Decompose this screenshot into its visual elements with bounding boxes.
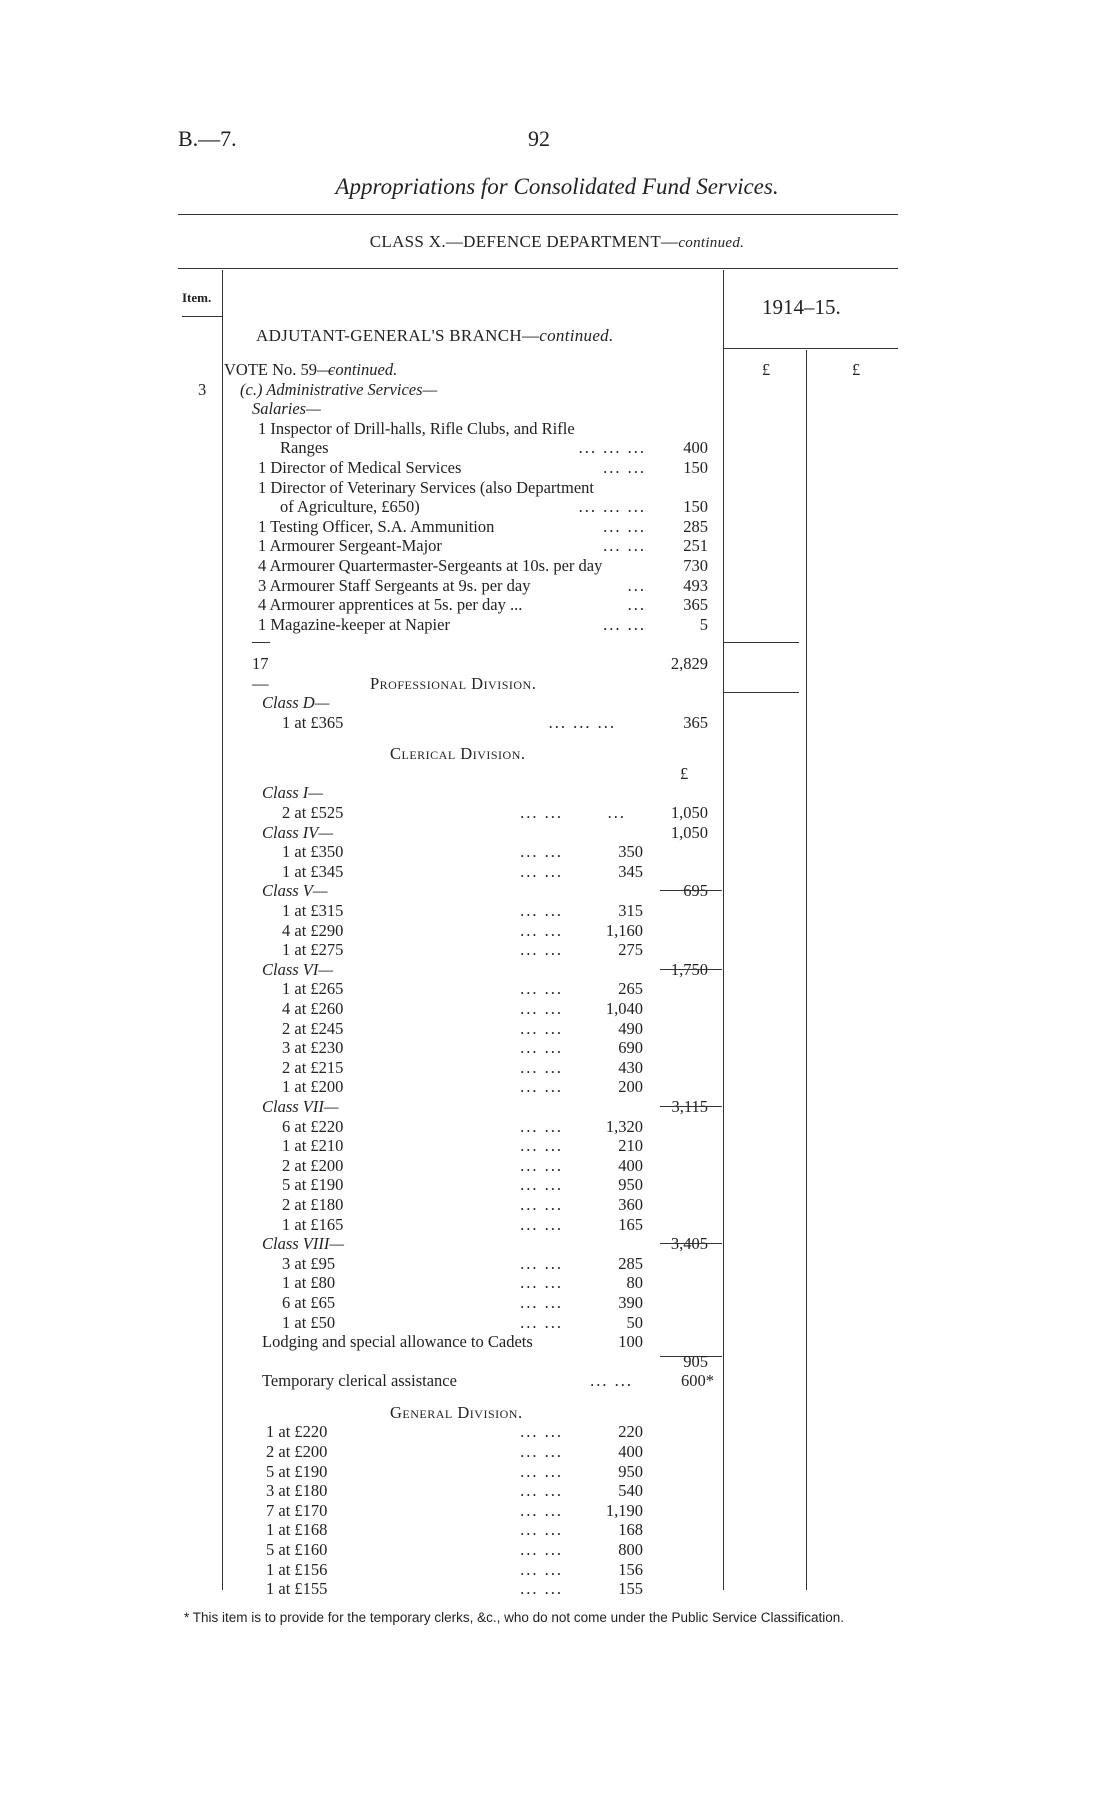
salary-description: 1 Magazine-keeper at Napier <box>258 614 450 634</box>
leader-dots: ... ... <box>520 900 563 920</box>
class-label: Class IV— <box>262 822 334 842</box>
line-description: 6 at £220 <box>282 1116 344 1136</box>
salary-amount: 285 <box>683 516 708 536</box>
leader-dots: ... ... ... <box>578 438 646 458</box>
line-row <box>0 940 1114 959</box>
salary-amount: 730 <box>683 556 708 575</box>
line-description: 1 at £275 <box>282 940 344 960</box>
line-description: 1 at £350 <box>282 842 344 862</box>
salary-amount: 493 <box>683 575 708 595</box>
line-description: 1 at £80 <box>282 1273 336 1293</box>
line-row <box>0 1462 1114 1481</box>
footnote: * This item is to provide for the temporary clerks, &c., who do not come under the Public Service Classification. <box>184 1610 845 1625</box>
leader-dots: ... ... <box>520 1559 563 1579</box>
class-label: Class D— <box>262 693 330 713</box>
leader-dots: ... <box>607 802 626 822</box>
line-row <box>0 713 1114 732</box>
subtotal-rule <box>660 890 722 891</box>
clerical-heading-row <box>0 744 1114 763</box>
line-row <box>0 1442 1114 1461</box>
line-row <box>0 1019 1114 1038</box>
salaries-label-row <box>0 399 1114 418</box>
salary-row <box>0 517 1114 536</box>
line-amount: 265 <box>618 979 643 999</box>
line-amount: 1,320 <box>605 1116 643 1136</box>
subtotal-rule <box>660 969 722 970</box>
leader-dots: ... ... <box>520 1422 563 1442</box>
leader-dots: ... ... <box>603 614 646 634</box>
line-description: 5 at £190 <box>282 1175 344 1195</box>
leader-dots: ... ... <box>520 1539 563 1559</box>
salary-row <box>0 576 1114 595</box>
divider <box>178 214 898 215</box>
leader-dots: ... <box>627 595 646 615</box>
line-description: 4 at £290 <box>282 920 344 940</box>
line-description: 3 at £95 <box>282 1253 336 1273</box>
class-row <box>0 783 1114 802</box>
salary-amount: 251 <box>683 536 708 556</box>
line-description: 4 at £260 <box>282 998 344 1018</box>
subtotal-rule <box>723 642 799 643</box>
salary-row <box>0 438 1114 457</box>
class-total: 1,050 <box>670 802 708 822</box>
vote-heading: VOTE No. 59— <box>224 360 334 379</box>
class-total: 1,750 <box>670 959 708 979</box>
line-amount: 80 <box>626 1273 643 1293</box>
page-number: 92 <box>528 126 550 151</box>
class-total: 695 <box>683 881 708 901</box>
class-total: 905 <box>683 1351 708 1371</box>
line-row <box>0 1195 1114 1214</box>
line-row <box>0 1215 1114 1234</box>
class-row <box>0 960 1114 979</box>
line-row <box>0 803 1114 822</box>
general-heading-row <box>0 1403 1114 1422</box>
salary-row <box>0 595 1114 614</box>
line-description: 3 at £230 <box>282 1038 344 1058</box>
class-heading-main: CLASS X.—DEFENCE DEPARTMENT— <box>369 232 679 251</box>
division-title: General Division. <box>390 1402 523 1422</box>
line-row <box>0 1293 1114 1312</box>
line-description: Lodging and special allowance to Cadets <box>262 1332 533 1352</box>
pound-sign: £ <box>852 360 861 379</box>
leader-dots: ... ... <box>520 998 563 1018</box>
line-description: 1 at £315 <box>282 900 344 920</box>
line-amount: 365 <box>683 712 708 732</box>
line-row <box>0 1540 1114 1559</box>
line-amount: 220 <box>618 1422 643 1442</box>
leader-dots: ... ... <box>520 1312 563 1332</box>
line-description: 2 at £200 <box>282 1155 344 1175</box>
salary-description: 1 Inspector of Drill-halls, Rifle Clubs, and Rifle <box>258 418 575 438</box>
leader-dots: ... ... <box>520 1441 563 1461</box>
pound-sign: £ <box>680 763 689 783</box>
vote-heading-cont: continued. <box>328 360 398 379</box>
salary-description: 3 Armourer Staff Sergeants at 9s. per day <box>258 575 531 595</box>
line-description: 1 at £200 <box>282 1077 344 1097</box>
line-row <box>0 1038 1114 1057</box>
leader-dots: ... ... <box>520 940 563 960</box>
salary-amount: 150 <box>683 458 708 477</box>
leader-dots: ... ... <box>520 842 563 862</box>
leader-dots: ... ... <box>520 1273 563 1293</box>
line-amount: 1,190 <box>605 1500 643 1520</box>
line-description: 2 at £245 <box>282 1018 344 1038</box>
subtotal-rule <box>660 1243 722 1244</box>
leader-dots: ... ... <box>603 458 646 477</box>
salaries-label: Salaries— <box>252 399 321 419</box>
line-row <box>0 921 1114 940</box>
line-description: 1 at £365 <box>282 712 344 732</box>
line-amount: 50 <box>626 1312 643 1332</box>
count-rule <box>252 642 270 643</box>
line-row <box>0 1481 1114 1500</box>
item-header-rule <box>182 316 222 317</box>
leader-dots: ... ... <box>520 1214 563 1234</box>
line-row <box>0 1254 1114 1273</box>
line-description: 1 at £155 <box>266 1579 328 1599</box>
branch-heading-main: ADJUTANT-GENERAL'S BRANCH— <box>256 326 540 345</box>
class-row <box>0 693 1114 712</box>
line-row <box>0 1560 1114 1579</box>
salary-row <box>0 556 1114 575</box>
class-label: Class VIII— <box>262 1234 345 1254</box>
line-row <box>0 1422 1114 1441</box>
section-row <box>0 380 1114 399</box>
leader-dots: ... ... <box>520 1520 563 1540</box>
line-description: 2 at £215 <box>282 1057 344 1077</box>
class-heading <box>0 232 1114 252</box>
item-column-header: Item. <box>182 290 212 305</box>
salary-description: Ranges <box>280 438 329 458</box>
leader-dots: ... ... ... <box>578 497 646 517</box>
line-amount: 360 <box>618 1194 643 1214</box>
line-description: 1 at £210 <box>282 1136 344 1156</box>
leader-dots: ... ... <box>520 1500 563 1520</box>
line-amount: 540 <box>618 1481 643 1501</box>
salary-description: of Agriculture, £650) <box>280 497 420 517</box>
leader-dots: ... ... <box>520 1077 563 1097</box>
professional-heading-row <box>0 674 1114 693</box>
line-amount: 156 <box>618 1559 643 1579</box>
line-description: 1 at £50 <box>282 1312 336 1332</box>
salary-row <box>0 497 1114 516</box>
line-row <box>0 999 1114 1018</box>
line-amount: 345 <box>618 861 643 881</box>
class-total: 3,115 <box>671 1096 708 1116</box>
line-amount: 155 <box>618 1579 643 1599</box>
pound-sign: £ <box>762 360 771 379</box>
line-row <box>0 1273 1114 1292</box>
line-description: 3 at £180 <box>266 1481 328 1501</box>
line-description: 1 at £165 <box>282 1214 344 1234</box>
line-description: Temporary clerical assistance <box>262 1371 457 1391</box>
line-row <box>0 862 1114 881</box>
line-row <box>0 901 1114 920</box>
line-amount: 950 <box>618 1461 643 1481</box>
lodging-row <box>0 1332 1114 1351</box>
salary-row <box>0 419 1114 438</box>
salary-description: 4 Armourer apprentices at 5s. per day ... <box>258 595 523 615</box>
leader-dots: ... ... <box>520 1038 563 1058</box>
class-row <box>0 881 1114 900</box>
line-amount: 165 <box>618 1214 643 1234</box>
salary-description: 1 Director of Medical Services <box>258 458 462 477</box>
line-description: 1 at £345 <box>282 861 344 881</box>
leader-dots: ... ... <box>520 979 563 999</box>
line-amount: 210 <box>618 1136 643 1156</box>
line-row <box>0 1175 1114 1194</box>
class-heading-cont: continued. <box>678 235 745 251</box>
class-label: Class V— <box>262 881 328 901</box>
line-description: 6 at £65 <box>282 1292 336 1312</box>
line-amount: 600* <box>681 1371 714 1391</box>
line-row <box>0 1313 1114 1332</box>
section-title: (c.) Administrative Services— <box>240 379 438 399</box>
class-row <box>0 1234 1114 1253</box>
line-description: 5 at £160 <box>266 1539 328 1559</box>
leader-dots: ... ... <box>520 1018 563 1038</box>
leader-dots: ... ... <box>520 1116 563 1136</box>
leader-dots: ... ... <box>520 1481 563 1501</box>
line-description: 1 at £168 <box>266 1520 328 1540</box>
class-label: Class VI— <box>262 959 334 979</box>
leader-dots: ... ... <box>520 920 563 940</box>
subtotal-rule <box>660 1106 722 1107</box>
line-row <box>0 1579 1114 1598</box>
line-description: 1 at £265 <box>282 979 344 999</box>
salary-row <box>0 458 1114 477</box>
line-description: 2 at £525 <box>282 802 344 822</box>
leader-dots: ... ... <box>520 1194 563 1214</box>
line-amount: 690 <box>618 1038 643 1058</box>
salary-amount: 365 <box>683 595 708 615</box>
leader-dots: ... ... <box>520 1175 563 1195</box>
division-title: Professional Division. <box>370 673 537 693</box>
line-row <box>0 979 1114 998</box>
line-row <box>0 1117 1114 1136</box>
leader-dots: ... ... <box>520 1461 563 1481</box>
class-total: 3,405 <box>670 1234 708 1254</box>
line-amount: 168 <box>618 1520 643 1540</box>
page-title: Appropriations for Consolidated Fund Services. <box>335 174 779 199</box>
pound-row <box>0 764 1114 783</box>
salary-description: 1 Director of Veterinary Services (also Department <box>258 477 594 497</box>
line-amount: 400 <box>618 1155 643 1175</box>
leader-dots: ... ... <box>520 802 563 822</box>
table-top-rule <box>178 268 898 269</box>
line-row <box>0 1058 1114 1077</box>
leader-dots: ... ... <box>520 1579 563 1599</box>
leader-dots: ... ... <box>520 1136 563 1156</box>
line-amount: 400 <box>618 1441 643 1461</box>
line-amount: 350 <box>618 842 643 862</box>
salary-description: 1 Testing Officer, S.A. Ammunition <box>258 516 495 536</box>
salary-amount: 5 <box>699 614 708 634</box>
line-amount: 1,160 <box>605 920 643 940</box>
salary-amount: 150 <box>683 497 708 517</box>
dash: — <box>252 673 269 693</box>
temporary-row <box>0 1371 1114 1390</box>
line-row <box>0 1520 1114 1539</box>
line-description: 2 at £180 <box>282 1194 344 1214</box>
leader-dots: ... ... <box>520 861 563 881</box>
leader-dots: ... ... <box>520 1292 563 1312</box>
line-description: 1 at £220 <box>266 1422 328 1442</box>
line-amount: 1,040 <box>605 998 643 1018</box>
leader-dots: ... ... <box>603 536 646 556</box>
class-label: Class VII— <box>262 1096 339 1116</box>
line-amount: 275 <box>618 940 643 960</box>
division-title: Clerical Division. <box>390 744 526 764</box>
line-amount: 200 <box>618 1077 643 1097</box>
branch-heading-cont: continued. <box>539 326 614 345</box>
line-description: 5 at £190 <box>266 1461 328 1481</box>
leader-dots: ... ... <box>590 1371 633 1391</box>
salary-description: 4 Armourer Quartermaster-Sergeants at 10s. per day <box>258 556 603 575</box>
class-row <box>0 823 1114 842</box>
class-total-row <box>0 1352 1114 1371</box>
line-amount: 490 <box>618 1018 643 1038</box>
line-amount: 430 <box>618 1057 643 1077</box>
line-description: 2 at £200 <box>266 1441 328 1461</box>
line-description: 1 at £156 <box>266 1559 328 1579</box>
salaries-count: 17 <box>252 654 269 673</box>
line-amount: 800 <box>618 1539 643 1559</box>
vote-row <box>0 360 1114 379</box>
leader-dots: ... ... <box>520 1057 563 1077</box>
salary-row <box>0 478 1114 497</box>
line-row <box>0 1156 1114 1175</box>
year-column-header: 1914–15. <box>762 295 841 319</box>
branch-heading <box>256 326 614 346</box>
leader-dots: ... ... ... <box>548 712 616 732</box>
document-code: B.—7. <box>178 126 237 151</box>
class-total: 1,050 <box>670 822 708 842</box>
year-header-rule <box>723 348 898 349</box>
leader-dots: ... ... <box>603 516 646 536</box>
salaries-total: 2,829 <box>670 654 708 673</box>
line-amount: 100 <box>618 1332 643 1352</box>
leader-dots: ... ... <box>520 1253 563 1273</box>
line-row <box>0 1501 1114 1520</box>
line-amount: 950 <box>618 1175 643 1195</box>
class-label: Class I— <box>262 783 323 803</box>
salary-amount: 400 <box>683 438 708 458</box>
class-row <box>0 1097 1114 1116</box>
salaries-total-row <box>0 654 1114 673</box>
leader-dots: ... <box>627 575 646 595</box>
line-amount: 390 <box>618 1292 643 1312</box>
line-row <box>0 842 1114 861</box>
line-amount: 285 <box>618 1253 643 1273</box>
leader-dots: ... ... <box>520 1155 563 1175</box>
line-amount: 315 <box>618 900 643 920</box>
salary-row <box>0 615 1114 634</box>
line-row <box>0 1136 1114 1155</box>
line-description: 7 at £170 <box>266 1500 328 1520</box>
line-row <box>0 1077 1114 1096</box>
salary-description: 1 Armourer Sergeant-Major <box>258 536 442 556</box>
item-number: 3 <box>198 379 207 399</box>
salary-row <box>0 536 1114 555</box>
